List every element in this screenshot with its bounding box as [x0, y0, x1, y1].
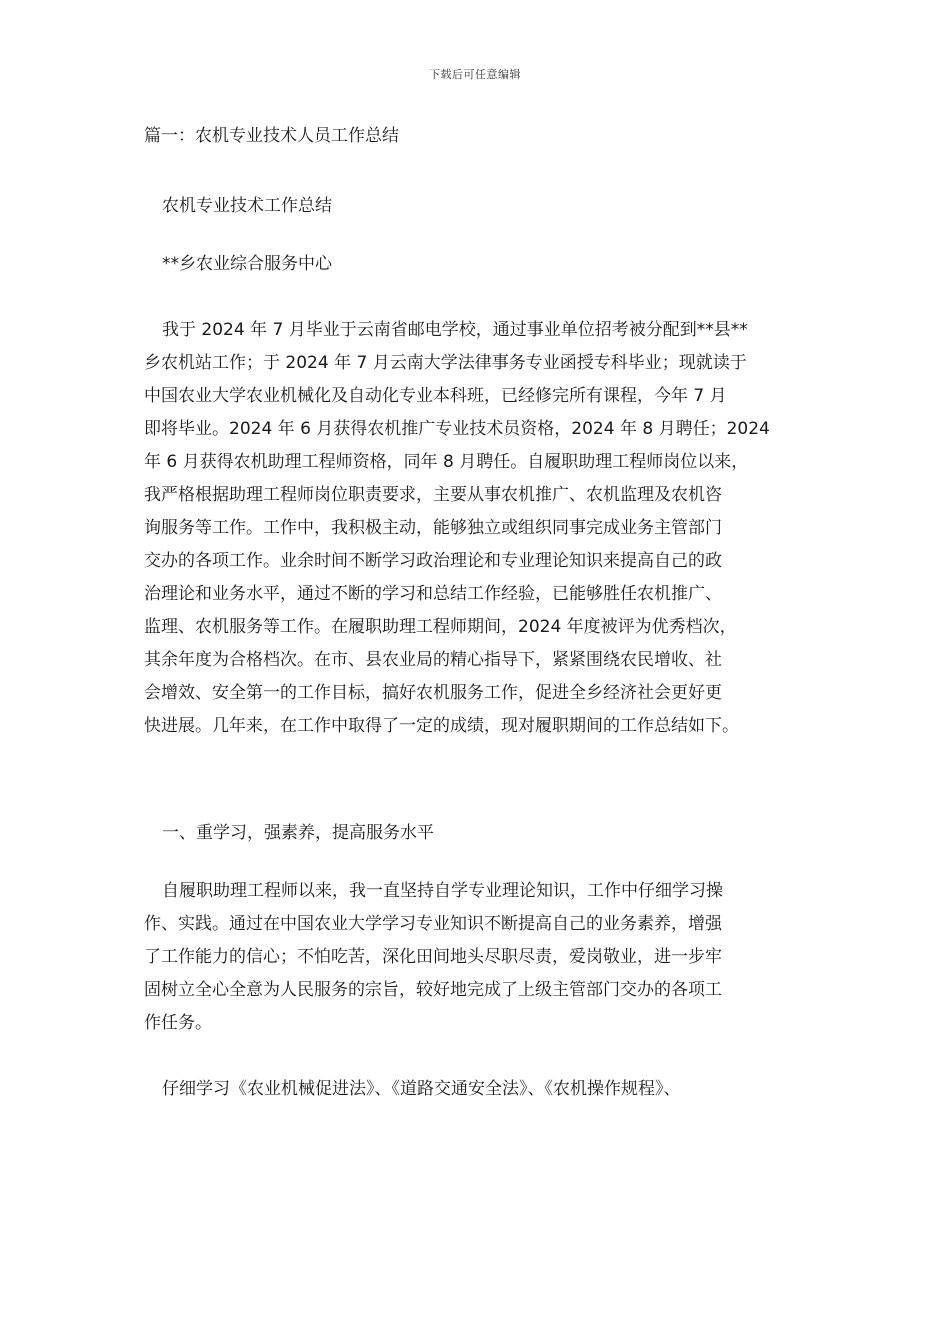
paragraph-intro: [144, 314, 820, 743]
paragraph-line: 我严格根据助理工程师岗位职责要求，主要从事农机推广、农机监理及农机咨: [144, 485, 722, 505]
paragraph-line: 乡农机站工作；于 2024 年 7 月云南大学法律事务专业函授专科毕业；现就读于: [144, 353, 747, 373]
paragraph-line: 年 6 月获得农机助理工程师资格，同年 8 月聘任。自履职助理工程师岗位以来，: [144, 452, 749, 472]
paragraph-line: 会增效、安全第一的工作目标，搞好农机服务工作，促进全乡经济社会更好更: [144, 683, 722, 703]
paragraph-laws: [144, 1073, 820, 1106]
paragraph-line: 作任务。: [144, 1013, 212, 1033]
document-subtitle: 农机专业技术工作总结: [162, 196, 332, 216]
paragraph-line: 快进展。几年来，在工作中取得了一定的成绩，现对履职期间的工作总结如下。: [144, 716, 739, 736]
document-title: 篇一：农机专业技术人员工作总结: [144, 126, 399, 146]
paragraph-line: 仔细学习《农业机械促进法》、《道路交通安全法》、《农机操作规程》、: [162, 1079, 681, 1099]
paragraph-line: 中国农业大学农业机械化及自动化专业本科班，已经修完所有课程，今年 7 月: [144, 386, 727, 406]
paragraph-line: 固树立全心全意为人民服务的宗旨，较好地完成了上级主管部门交办的各项工: [144, 980, 722, 1000]
header-note: 下载后可任意编辑: [429, 68, 521, 81]
paragraph-line: 监理、农机服务等工作。在履职助理工程师期间，2024 年度被评为优秀档次，: [144, 617, 737, 637]
paragraph-line: 作、实践。通过在中国农业大学学习专业知识不断提高自己的业务素养，增强: [144, 914, 722, 934]
paragraph-study: [144, 875, 820, 1040]
paragraph-line: 交办的各项工作。业余时间不断学习政治理论和专业理论知识来提高自己的政: [144, 551, 722, 571]
paragraph-line: 即将毕业。2024 年 6 月获得农机推广专业技术员资格，2024 年 8 月聘任；2024: [144, 419, 770, 439]
paragraph-line: 我于 2024 年 7 月毕业于云南省邮电学校，通过事业单位招考被分配到**县**: [162, 320, 748, 340]
paragraph-line: 自履职助理工程师以来，我一直坚持自学专业理论知识，工作中仔细学习操: [162, 881, 723, 901]
paragraph-line: 了工作能力的信心；不怕吃苦，深化田间地头尽职尽责，爱岗敬业，进一步牢: [144, 947, 722, 967]
paragraph-line: 治理论和业务水平，通过不断的学习和总结工作经验，已能够胜任农机推广、: [144, 584, 722, 604]
organization-name: **乡农业综合服务中心: [162, 254, 332, 274]
paragraph-line: 询服务等工作。工作中，我积极主动，能够独立或组织同事完成业务主管部门: [144, 518, 722, 538]
document-body: [144, 120, 820, 1106]
section-heading: 一、重学习，强素养，提高服务水平: [162, 823, 434, 843]
paragraph-line: 其余年度为合格档次。在市、县农业局的精心指导下，紧紧围绕农民增收、社: [144, 650, 722, 670]
